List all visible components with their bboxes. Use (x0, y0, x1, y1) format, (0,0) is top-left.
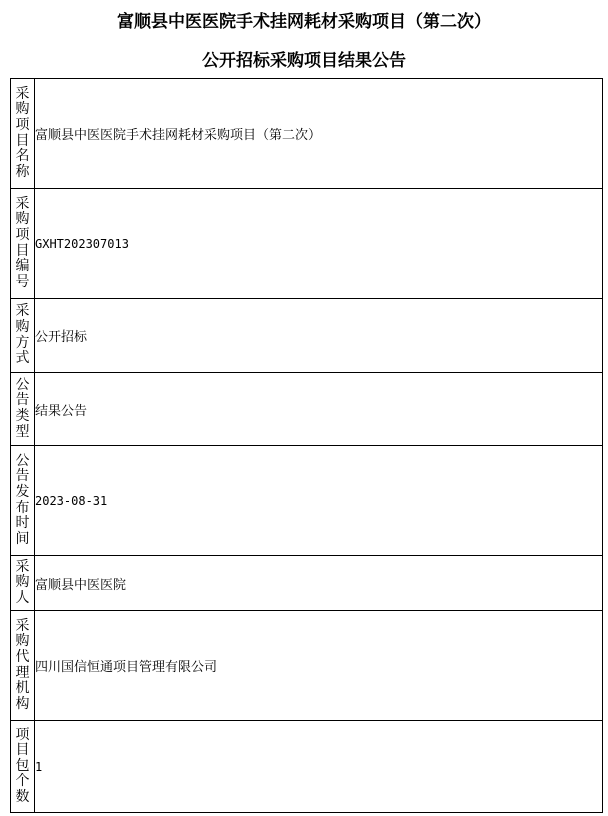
table-row (11, 611, 603, 721)
row-label: 采购人 (15, 558, 30, 606)
row-value: 公开招标 (35, 299, 603, 373)
info-table (10, 78, 603, 813)
row-label: 公告发布时间 (15, 452, 30, 547)
table-row (11, 721, 603, 813)
row-value: 富顺县中医医院 (35, 556, 603, 611)
table-row (11, 373, 603, 446)
row-label: 项目包个数 (15, 726, 30, 805)
row-label: 公告类型 (15, 376, 30, 440)
row-label: 采购项目名称 (15, 85, 30, 180)
table-row (11, 446, 603, 556)
row-value: 结果公告 (35, 373, 603, 446)
row-value: 富顺县中医医院手术挂网耗材采购项目（第二次） (35, 79, 603, 189)
row-value: 2023-08-31 (35, 446, 603, 556)
page-subtitle: 公开招标采购项目结果公告 (202, 51, 406, 71)
row-value: 四川国信恒通项目管理有限公司 (35, 611, 603, 721)
table-row (11, 79, 603, 189)
table-row (11, 556, 603, 611)
row-value: 1 (35, 721, 603, 813)
row-label: 采购方式 (15, 303, 30, 367)
table-row (11, 189, 603, 299)
page-title: 富顺县中医医院手术挂网耗材采购项目（第二次） (117, 12, 491, 32)
row-value: GXHT202307013 (35, 189, 603, 299)
row-label: 采购项目编号 (15, 195, 30, 290)
table-row (11, 299, 603, 373)
row-label: 采购代理机构 (15, 617, 30, 712)
